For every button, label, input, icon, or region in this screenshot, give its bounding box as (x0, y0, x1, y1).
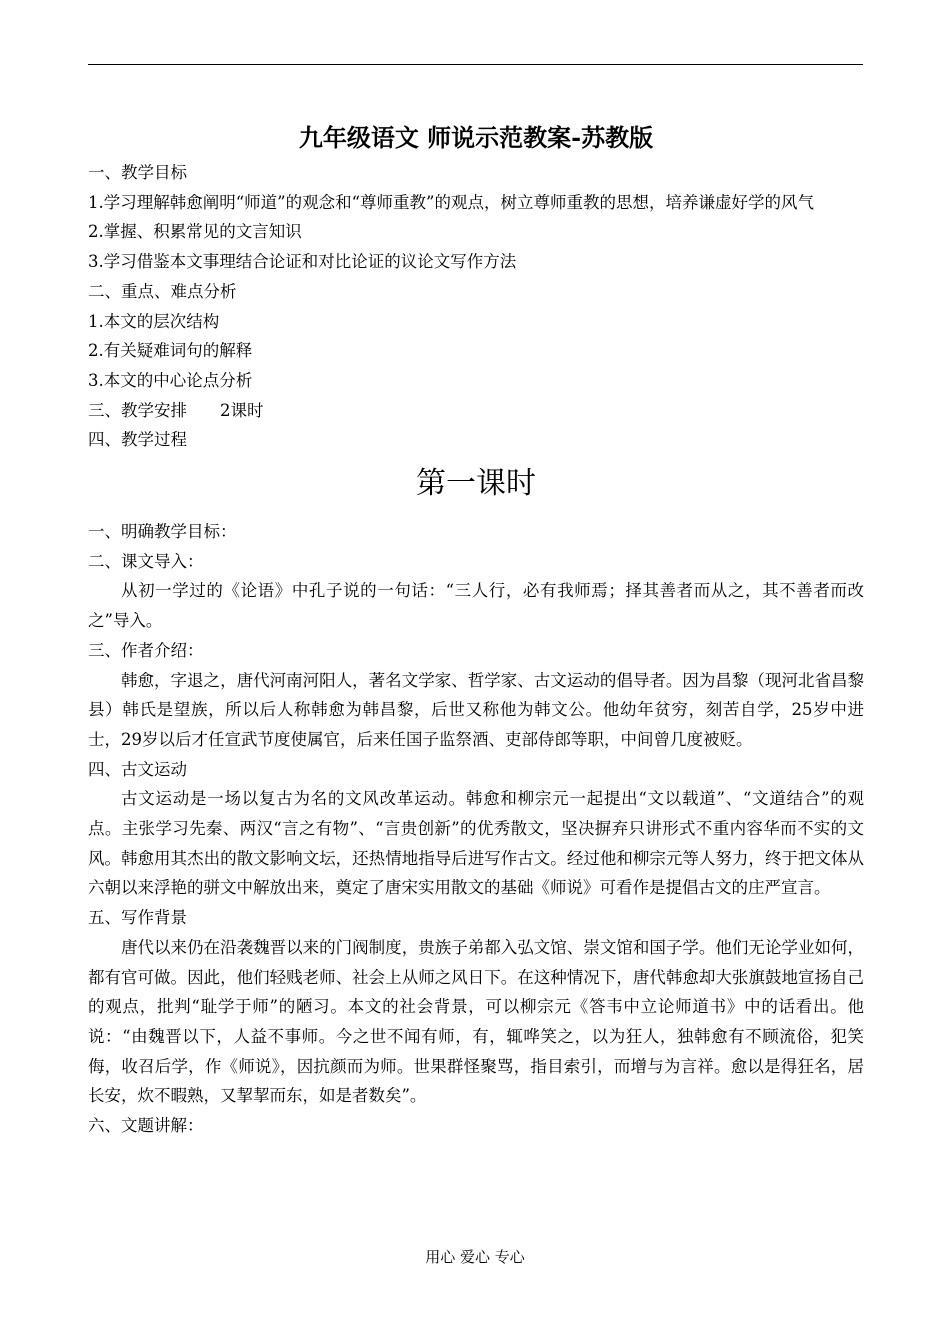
background-paragraph: 唐代以来仍在沿袭魏晋以来的门阀制度，贵族子弟都入弘文馆、崇文馆和国子学。他们无论学业如何，都有官可做。因此，他们轻贱老师、社会上从师之风日下。在这种情况下，唐代韩愈却大张旗鼓地宣扬自己的观点，批判“耻学于师”的陋习。本文的社会背景，可以柳宗元《答韦中立论师道书》中的话看出。他说：“由魏晋以下，人益不事师。今之世不闻有师，有，辄哗笑之，以为狂人，独韩愈有不顾流俗，犯笑侮，收召后学，作《师说》，因抗颜而为师。世果群怪聚骂，指目索引，而增与为言祥。愈以是得狂名，居长安，炊不暇熟，又挈挈而东，如是者数矣”。 (88, 937, 864, 1106)
key-point-item-2: 2.有关疑难词句的解释 (88, 341, 253, 361)
lesson-heading-intro: 二、课文导入： (88, 551, 204, 571)
lesson-heading-author: 三、作者介绍： (88, 640, 204, 660)
movement-paragraph: 古文运动是一场以复古为名的文风改革运动。韩愈和柳宗元一起提出“文以载道”、“文道结合”的观点。主张学习先秦、两汉“言之有物”、“言贵创新”的优秀散文，坚决摒弃只讲形式不重内容华而不实的文风。韩愈用其杰出的散文影响文坛，还热情地指导后进写作古文。经过他和柳宗元等人努力，终于把文体从六朝以来浮艳的骈文中解放出来，奠定了唐宋实用散文的基础《师说》可看作是提倡古文的庄严宣言。 (88, 789, 864, 898)
document-body (88, 118, 864, 1141)
lesson-heading-background: 五、写作背景 (88, 908, 187, 928)
goal-item-1: 1.学习理解韩愈阐明“师道”的观念和“尊师重教”的观点，树立尊师重教的思想，培养谦虚好学的风气 (88, 192, 814, 212)
intro-paragraph: 从初一学过的《论语》中孔子说的一句话：“三人行，必有我师焉；择其善者而从之，其不善者而改之”导入。 (88, 581, 864, 631)
page-footer: 用心 爱心 专心 (425, 1248, 525, 1266)
key-point-item-3: 3.本文的中心论点分析 (88, 370, 253, 390)
lesson-heading-title-explain: 六、文题讲解： (88, 1116, 204, 1136)
lesson-heading-movement: 四、古文运动 (88, 759, 187, 779)
document-title: 九年级语文 师说示范教案-苏教版 (298, 123, 654, 152)
goal-item-3: 3.学习借鉴本文事理结合论证和对比论证的议论文写作方法 (88, 252, 517, 272)
key-point-item-1: 1.本文的层次结构 (88, 311, 220, 331)
section-heading-goals: 一、教学目标 (88, 163, 187, 182)
author-paragraph: 韩愈，字退之，唐代河南河阳人，著名文学家、哲学家、古文运动的倡导者。因为昌黎（现河北省昌黎县）韩氏是望族，所以后人称韩愈为韩昌黎，后世又称他为韩文公。他幼年贫穷，刻苦自学，25岁中进士，29岁以后才任宣武节度使属官，后来任国子监祭酒、吏部侍郎等职，中间曾几度被贬。 (88, 670, 864, 749)
section-heading-key-points: 二、重点、难点分析 (88, 281, 237, 301)
lesson-heading-goals: 一、明确教学目标： (88, 522, 237, 542)
goal-item-2: 2.掌握、积累常见的文言知识 (88, 222, 302, 242)
section-heading-schedule: 三、教学安排 2课时 (88, 400, 264, 420)
lesson-title: 第一课时 (416, 466, 536, 502)
section-heading-process: 四、教学过程 (88, 430, 187, 450)
header-rule (88, 64, 863, 65)
